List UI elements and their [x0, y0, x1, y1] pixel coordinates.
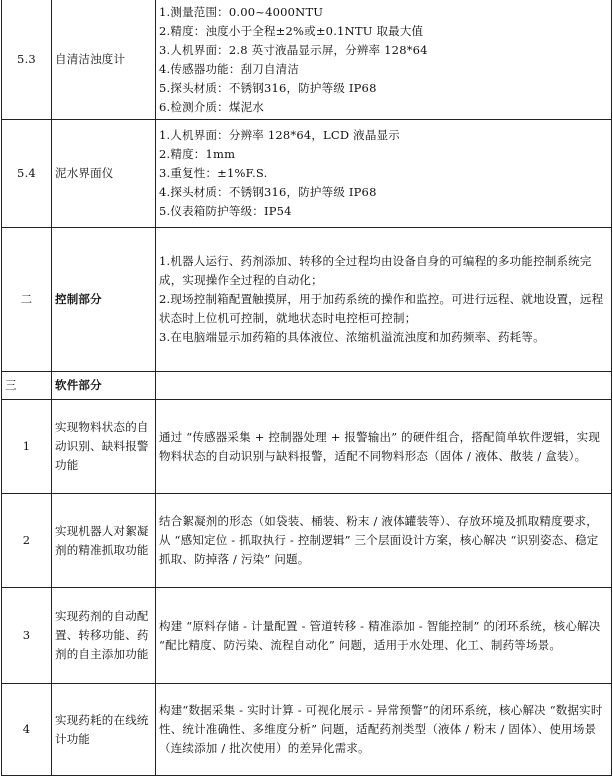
- table-row: [2, 120, 612, 228]
- row-number: 1: [2, 400, 52, 494]
- spec-line: 3.重复性：±1%F.S.: [159, 166, 268, 180]
- row-number: 2: [2, 494, 52, 588]
- row-number: 5.3: [2, 0, 52, 120]
- row-number: 3: [2, 588, 52, 684]
- item-description: [156, 228, 612, 372]
- spec-line: 5.仪表箱防护等级：IP54: [159, 204, 292, 218]
- section-number: 二: [2, 228, 52, 372]
- table-row: [2, 400, 612, 494]
- spec-line: 5.探头材质：不锈钢316，防护等级 IP68: [159, 80, 377, 95]
- item-name: 实现药耗的在线统计功能: [52, 684, 156, 776]
- spec-line: 1.人机界面：分辨率 128*64，LCD 液晶显示: [159, 128, 400, 142]
- item-name: 实现药剂的自动配置、转移功能、药剂的自主添加功能: [52, 588, 156, 684]
- spec-line: 3.人机界面：2.8 英寸液晶显示屏，分辨率 128*64: [159, 42, 428, 57]
- table-row: [2, 372, 612, 400]
- item-description: 构建 “原料存储 - 计量配置 - 管道转移 - 精准添加 - 智能控制” 的闭环系统，核心解决 “配比精度、防污染、流程自动化” 问题，适用于水处理、化工、制药等场景。: [156, 588, 612, 684]
- empty-cell: [156, 372, 612, 400]
- item-name: 自清洁浊度计: [52, 0, 156, 120]
- spec-paragraph: 2.现场控制箱配置触摸屏，用于加药系统的操作和监控。可进行远程、就地设置，远程状态时上位机可控制，就地状态时电控柜可控制；: [159, 292, 604, 325]
- spec-line: 1.测量范围：0.00~4000NTU: [159, 4, 324, 19]
- row-number: 5.4: [2, 120, 52, 228]
- spec-line: 2.精度：浊度小于全程±2%或±0.1NTU 取最大值: [159, 23, 424, 38]
- item-name: 实现物料状态的自动识别、缺料报警功能: [52, 400, 156, 494]
- section-title: 软件部分: [52, 372, 156, 400]
- table-row: [2, 684, 612, 776]
- item-description: [156, 0, 612, 120]
- spec-paragraph: 3.在电脑端显示加药箱的具体液位、浓缩机溢流浊度和加药频率、药耗等。: [159, 330, 545, 344]
- spec-line: 6.检测介质：煤泥水: [159, 99, 264, 114]
- table-row: [2, 588, 612, 684]
- section-title: 控制部分: [52, 228, 156, 372]
- section-number: 三: [2, 372, 52, 400]
- spec-paragraph: 1.机器人运行、药剂添加、转移的全过程均由设备自身的可编程的多功能控制系统完成，实现操作全过程的自动化；: [159, 254, 592, 287]
- spec-line: 4.传感器功能：刮刀自清洁: [159, 61, 300, 76]
- table-row: [2, 228, 612, 372]
- item-description: 构建“数据采集 - 实时计算 - 可视化展示 - 异常预警”的闭环系统，核心解决 “数据实时性、统计准确性、多维度分析” 问题，适配药剂类型（液体 / 粉末 / 固体）、使用场景（连续添加 / 批次使用）的差异化需求。: [156, 684, 612, 776]
- item-description: 通过 “传感器采集 + 控制器处理 + 报警输出” 的硬件组合，搭配简单软件逻辑，实现物料状态的自动识别与缺料报警，适配不同物料形态（固体 / 液体、散装 / 盒装）。: [156, 400, 612, 494]
- item-name: 实现机器人对絮凝剂的精准抓取功能: [52, 494, 156, 588]
- item-name: 泥水界面仪: [52, 120, 156, 228]
- table-row: [2, 494, 612, 588]
- item-description: 结合絮凝剂的形态（如袋装、桶装、粉末 / 液体罐装等）、存放环境及抓取精度要求，从 “感知定位 - 抓取执行 - 控制逻辑” 三个层面设计方案，核心解决 “识别姿态、稳定抓取、防掉落 / 污染” 问题。: [156, 494, 612, 588]
- spec-table: [1, 0, 612, 776]
- row-number: 4: [2, 684, 52, 776]
- spec-line: 2.精度：1mm: [159, 147, 236, 161]
- spec-line: 4.探头材质：不锈钢316，防护等级 IP68: [159, 185, 377, 199]
- table-row: [2, 0, 612, 120]
- item-description: [156, 120, 612, 228]
